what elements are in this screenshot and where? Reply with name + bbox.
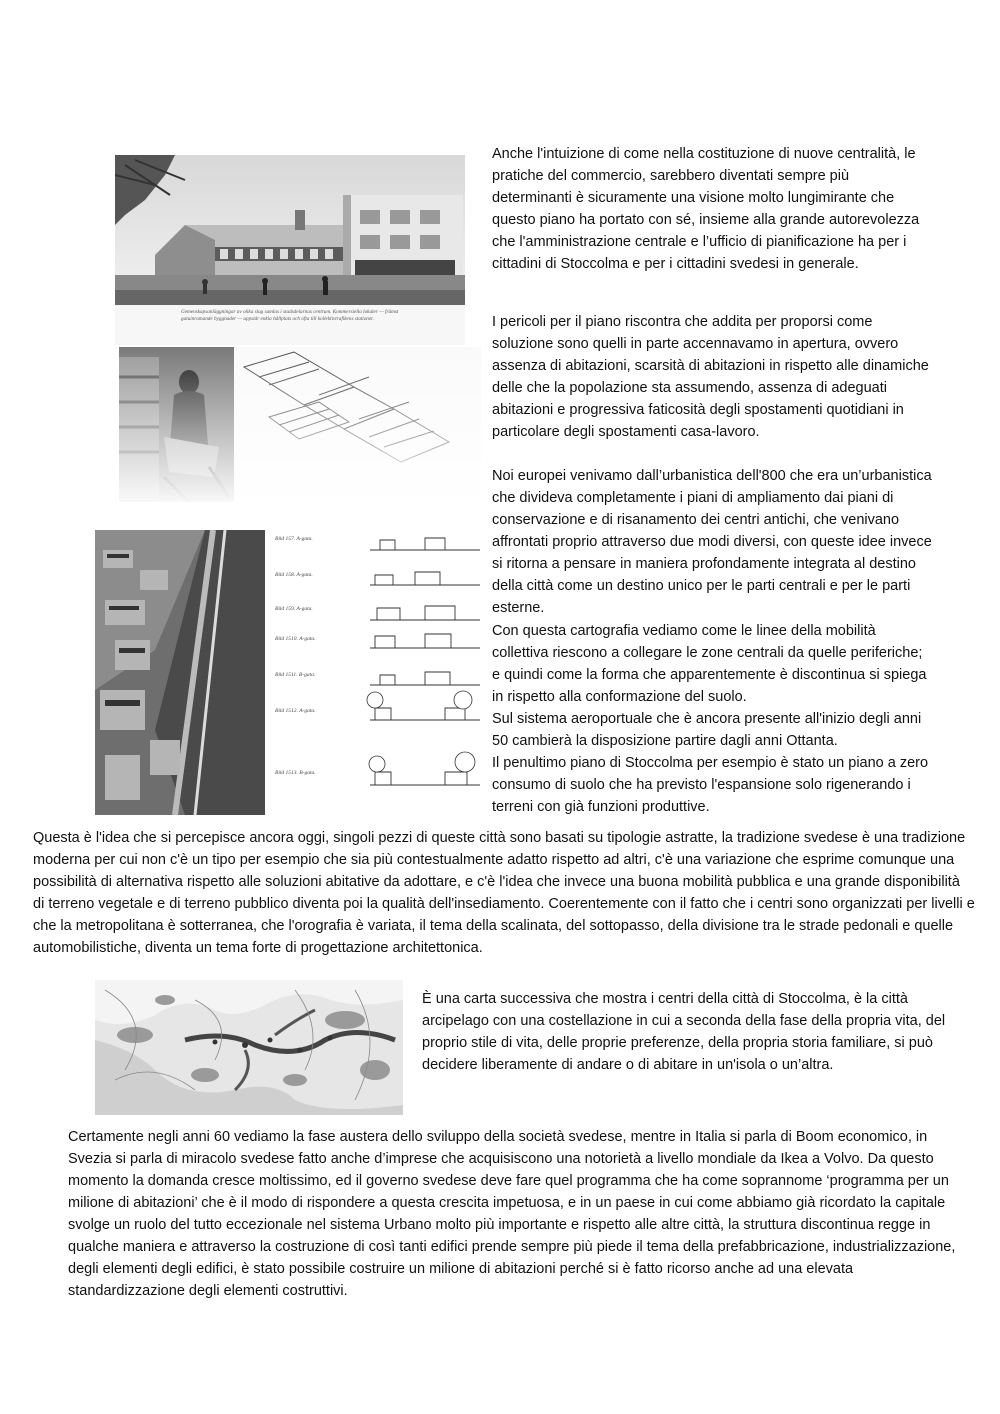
street-section-label-3: Bild 159. A-gata. (275, 606, 313, 612)
paragraph-plan-risks: I pericoli per il piano riscontra che addita per proporsi come soluzione sono quelli in parte accennavamo in apertura, ovvero assenza di abitazioni, scarsità di abitazioni in rispetto alle dinamiche delle che la popolazione sta assumendo, assenza di adeguati abitazioni e progressiva faticosità degli spostamenti quotidiani in particolare degli spostamenti casa-lavoro. (492, 314, 929, 440)
paragraph-airport-system: Sul sistema aeroportuale che è ancora presente all'inizio degli anni 50 cambierà la disposizione partire dagli anni Ottanta. (492, 711, 922, 749)
paragraph-swedish-miracle: Certamente negli anni 60 vediamo la fase austera dello sviluppo della società svedese, mentre in Italia si parla di Boom economico, in Svezia si parla di miracolo svedese fatto anche d’imprese che acquisiscono una notorietà a livello mondiale da Ikea a Volvo. Da questo momento la domanda cresce moltissimo, ed il governo svedese deve fare quel programma che ha come soprannome ‘programma per un milione di abitazioni’ che è il modo di rispondere a questa crescita impetuosa, e in un paese in cui come abbiamo già ricordato la capitale svolge un ruolo del tutto eccezionale nel sistema Urbano molto più importante e rispetto alle altre città, la struttura discontinua regge in qualche maniera e attraverso la costruzione di così tanti edifici prende sempre più piede il tema della prefabbricazione, industrializzazione, degli elementi degli edifici, è stato possibile costruire un milione di abitazioni perché si è fatto ricorso anche ad una elevata standardizzazione degli elementi costruttivi. (68, 1129, 956, 1299)
street-section-label-7: Bild 1513. B-gata. (275, 770, 316, 776)
commercial-centre-photo (115, 155, 465, 345)
paragraph-commerce-centrality: Anche l'intuizione di come nella costituzione di nuove centralità, le pratiche del commercio, sarebbero diventati sempre più determinanti è sicuramente una visione molto lungimirante che questo piano ha portato con sé, insieme alla grande autorevolezza che l'amministrazione centrale e l’ufficio di pianificazione ha per i cittadini di Stoccolma e per i cittadini svedesi in generale. (492, 146, 920, 272)
shop-interior-plan-figure (119, 347, 481, 502)
paragraph-archipelago-city: È una carta successiva che mostra i centri della città di Stoccolma, è la città arcipelago con una costellazione in cui a seconda della fase della propria vita, del proprio stile di vita, delle proprie preferenze, della propria storia familiare, si può decidere liberamente di andare o di abitare in un'isola o un’altra. (422, 991, 946, 1073)
archipelago-map-figure (95, 980, 403, 1115)
commercial-centre-caption: Gemenskapsanläggningar av olika slag samlas i stadsdelarnas centrum. Kommersiella lokaler — främst gatuinramande byggnader — uppstår enkla hållplats och ofta till kollektivtrafikens stationer. (181, 309, 399, 322)
street-section-label-5: Bild 1511. B-gata. (275, 672, 316, 678)
street-section-label-2: Bild 158. A-gata. (275, 572, 313, 578)
paragraph-zero-land-consumption: Il penultimo piano di Stoccolma per esempio è stato un piano a zero consumo di suolo che ha previsto l'espansione solo rigenerando i terreni con già funzioni produttive. (492, 755, 929, 815)
street-section-label-4: Bild 1510. A-gata. (275, 636, 316, 642)
paragraph-swedish-tradition: Questa è l'idea che si percepisce ancora oggi, singoli pezzi di queste città sono basati su tipologie astratte, la tradizione svedese è una tradizione moderna per cui non c'è un tipo per esempio che sia più contestualmente adatto rispetto ad altri, c'è una variazione che esprime comunque una possibilità di alternativa rispetto alle soluzioni abitative da adottare, e c'è l'idea che invece una buona mobilità pubblica e una grande disponibilità di terreno vegetale e di terreno pubblico diventa poi la qualità dell'insediamento. Coerentemente con il fatto che i centri sono organizzati per livelli e che la metropolitana è sotterranea, che l'orografia è variata, il tema della scalinata, del sottopasso, della divisione tra le strade pedonali e quelle automobilistiche, diventa un tema forte di progettazione architettonica. (33, 830, 975, 956)
paragraph-european-urbanism: Noi europei venivamo dall’urbanistica dell'800 che era un’urbanistica che divideva completamente i piani di ampliamento dai piani di conservazione e di risanamento dei centri antichi, che venivano affrontati proprio attraverso due modi diversi, con queste idee invece si ritorna a pensare in maniera profondamente integrata al destino della città come un destino unico per le parti centrali e per le parti esterne. (492, 468, 932, 616)
street-section-label-6: Bild 1512. A-gata. (275, 708, 316, 714)
paragraph-mobility-cartography: Con questa cartografia vediamo come le linee della mobilità collettiva riescono a collegare le zone centrali da quelle periferiche; e quindi come la forma che apparentemente è discontinua si spiega in rispetto alla conformazione del suolo. (492, 623, 927, 705)
aerial-street-sections-figure (95, 530, 481, 815)
street-section-label-1: Bild 157. A-gata. (275, 536, 313, 542)
